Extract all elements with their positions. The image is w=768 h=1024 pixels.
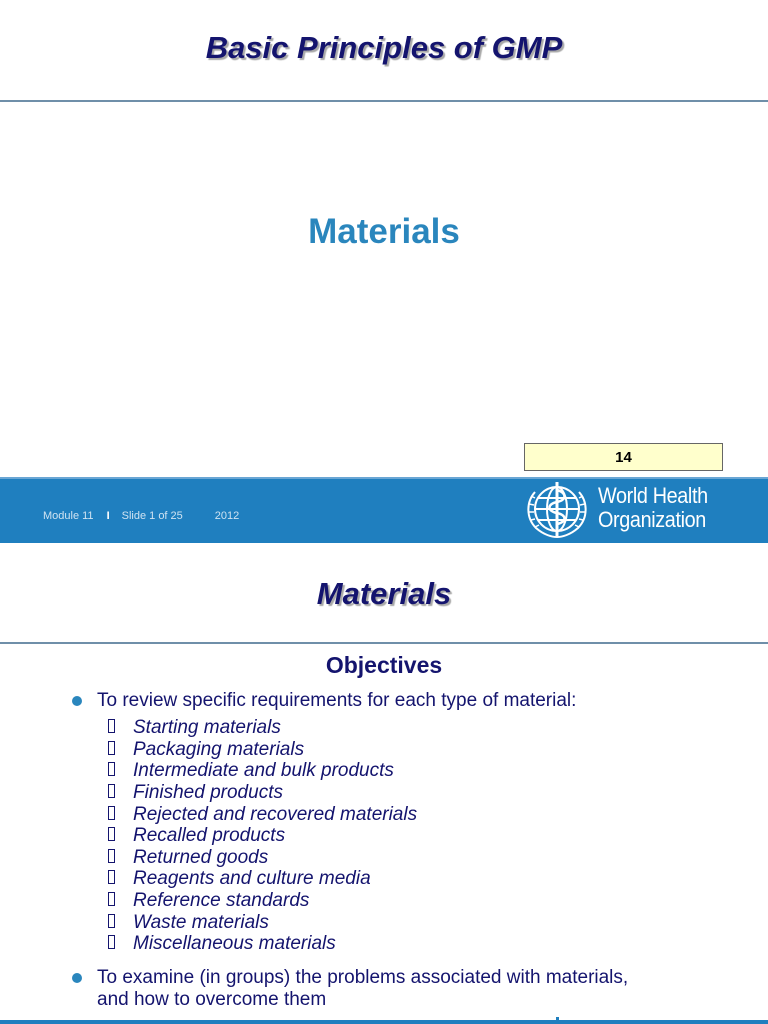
slide-counter: Slide 1 of 25 <box>121 510 183 522</box>
who-logo-text <box>598 484 708 532</box>
title-divider <box>0 100 768 102</box>
bullet-item <box>72 967 712 1011</box>
sub-bullet-icon <box>108 870 115 884</box>
sub-bullet-icon <box>108 935 115 949</box>
title-divider <box>0 642 768 644</box>
footer-year: 2012 <box>214 510 240 522</box>
slide-subtitle: Materials <box>308 212 460 251</box>
sub-bullet-icon <box>108 762 115 776</box>
who-logo-line2: Organization <box>598 507 706 532</box>
sub-bullet-icon <box>108 806 115 820</box>
objectives-heading: Objectives <box>325 652 443 678</box>
sub-bullet-icon <box>108 849 115 863</box>
bullet-text-line2: and how to overcome them <box>97 989 327 1010</box>
bullet-text-line1: To examine (in groups) the problems associated with materials, <box>97 967 629 988</box>
page-number-box: 14 <box>524 443 723 471</box>
who-emblem-icon <box>522 478 592 540</box>
footer-separator: I <box>106 510 110 522</box>
slide-title: Basic Principles of GMP <box>205 30 563 65</box>
sub-bullet-icon <box>108 784 115 798</box>
slide-2: Materials Objectives To review specific requirements for each type of material: Starting materials Packaging materials Intermediate and bulk products Finished products Rejected and recovered materials Recalled products Returned goods Reagents and culture media Reference standards Waste materials Miscellaneous materials To examine (in groups) the problems associated with materials, and how to overcome them <box>0 543 768 1024</box>
footer-tick <box>556 1017 559 1024</box>
sub-bullet-icon <box>108 914 115 928</box>
bullet-text: To review specific requirements for each type of material: <box>97 690 577 711</box>
footer-info <box>43 510 239 522</box>
footer-bar <box>0 1020 768 1024</box>
sub-bullet-icon <box>108 892 115 906</box>
sub-bullet-icon <box>108 827 115 841</box>
who-logo-line1: World Health <box>598 483 708 508</box>
bullet-item <box>72 690 672 712</box>
module-label: Module 11 <box>43 510 94 522</box>
slide-title: Materials <box>316 576 452 611</box>
bullet-icon <box>72 696 82 706</box>
bullet-icon <box>72 973 82 983</box>
footer-highlight <box>0 477 768 479</box>
sub-bullet-icon <box>108 741 115 755</box>
sub-bullet-icon <box>108 719 115 733</box>
